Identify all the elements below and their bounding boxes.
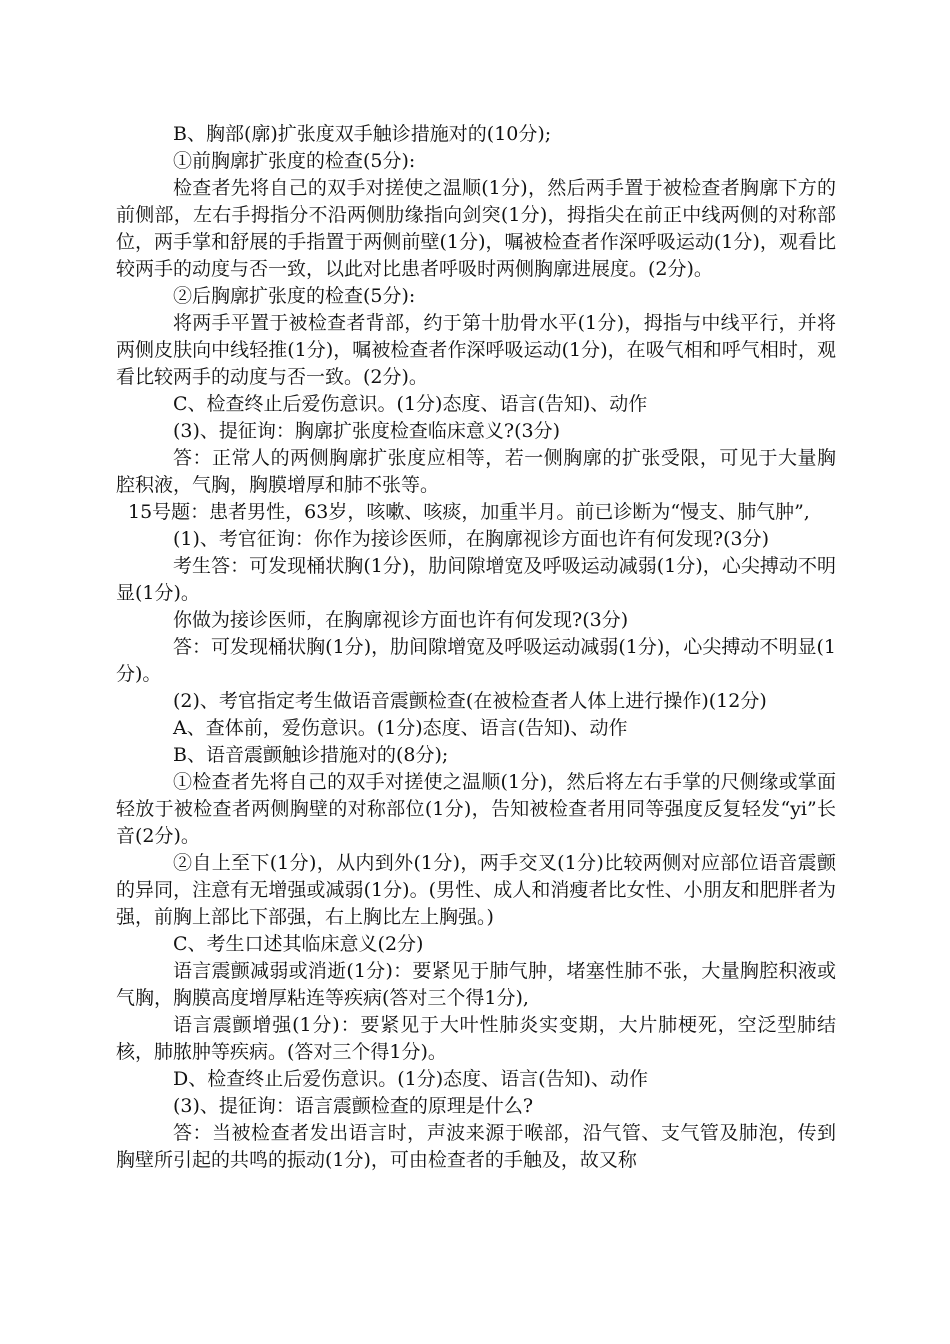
paragraph: ①前胸廓扩张度的检查(5分): <box>173 150 416 172</box>
paragraph: 考生答：可发现桶状胸(1分)，肋间隙增宽及呼吸运动减弱(1分)，心尖搏动不明显(1分)。 <box>116 555 836 604</box>
paragraph: (1)、考官征询：你作为接诊医师，在胸廓视诊方面也许有何发现?(3分) <box>173 528 770 550</box>
paragraph: 答：可发现桶状胸(1分)，肋间隙增宽及呼吸运动减弱(1分)，心尖搏动不明显(1分)。 <box>116 636 836 685</box>
paragraph: B、胸部(廓)扩张度双手触诊措施对的(10分); <box>173 123 552 145</box>
question-heading: 15号题：患者男性，63岁，咳嗽、咳痰，加重半月。前已诊断为“慢支、肺气肿”, <box>128 501 810 523</box>
paragraph: ②后胸廓扩张度的检查(5分): <box>173 285 416 307</box>
paragraph: ②自上至下(1分)，从内到外(1分)，两手交叉(1分)比较两侧对应部位语音震颤的异同，注意有无增强或减弱(1分)。(男性、成人和消瘦者比女性、小朋友和肥胖者为强，前胸上部比下部强，右上胸比左上胸强。) <box>116 852 836 928</box>
paragraph: 将两手平置于被检查者背部，约于第十肋骨水平(1分)，拇指与中线平行，并将两侧皮肤向中线轻推(1分)，嘱被检查者作深呼吸运动(1分)，在吸气相和呼气相时，观看比较两手的动度与否一致。(2分)。 <box>116 312 836 388</box>
paragraph: (3)、提征询：胸廓扩张度检查临床意义?(3分) <box>173 420 561 442</box>
paragraph: D、检查终止后爱伤意识。(1分)态度、语言(告知)、动作 <box>173 1068 648 1090</box>
paragraph: 你做为接诊医师，在胸廓视诊方面也许有何发现?(3分) <box>173 609 629 631</box>
paragraph: 检查者先将自己的双手对搓使之温顺(1分)，然后两手置于被检查者胸廓下方的前侧部，左右手拇指分不沿两侧肋缘指向剑突(1分)，拇指尖在前正中线两侧的对称部位，两手掌和舒展的手指置于两侧前壁(1分)，嘱被检查者作深呼吸运动(1分)，观看比较两手的动度与否一致，以此对比患者呼吸时两侧胸廓进展度。(2分)。 <box>116 177 836 280</box>
paragraph: 语言震颤增强(1分)：要紧见于大叶性肺炎实变期，大片肺梗死，空泛型肺结核，肺脓肿等疾病。(答对三个得1分)。 <box>116 1014 836 1063</box>
paragraph: 答：正常人的两侧胸廓扩张度应相等，若一侧胸廓的扩张受限，可见于大量胸腔积液，气胸，胸膜增厚和肺不张等。 <box>116 447 836 496</box>
paragraph: C、考生口述其临床意义(2分) <box>173 933 424 955</box>
paragraph: (2)、考官指定考生做语音震颤检查(在被检查者人体上进行操作)(12分) <box>173 690 767 712</box>
paragraph: (3)、提征询：语言震颤检查的原理是什么? <box>173 1095 534 1117</box>
paragraph: 答：当被检查者发出语言时，声波来源于喉部，沿气管、支气管及肺泡，传到胸壁所引起的共鸣的振动(1分)，可由检查者的手触及，故又称 <box>116 1122 836 1171</box>
paragraph: B、语音震颤触诊措施对的(8分); <box>173 744 449 766</box>
document-page <box>116 121 836 1174</box>
paragraph: 语言震颤减弱或消逝(1分)：要紧见于肺气肿，堵塞性肺不张，大量胸腔积液或气胸，胸膜高度增厚粘连等疾病(答对三个得1分), <box>116 960 836 1009</box>
paragraph: ①检查者先将自己的双手对搓使之温顺(1分)，然后将左右手掌的尺侧缘或掌面轻放于被检查者两侧胸壁的对称部位(1分)，告知被检查者用同等强度反复轻发“yi”长音(2分)。 <box>116 771 836 847</box>
paragraph: C、检查终止后爱伤意识。(1分)态度、语言(告知)、动作 <box>173 393 648 415</box>
paragraph: A、查体前，爱伤意识。(1分)态度、语言(告知)、动作 <box>173 717 628 739</box>
